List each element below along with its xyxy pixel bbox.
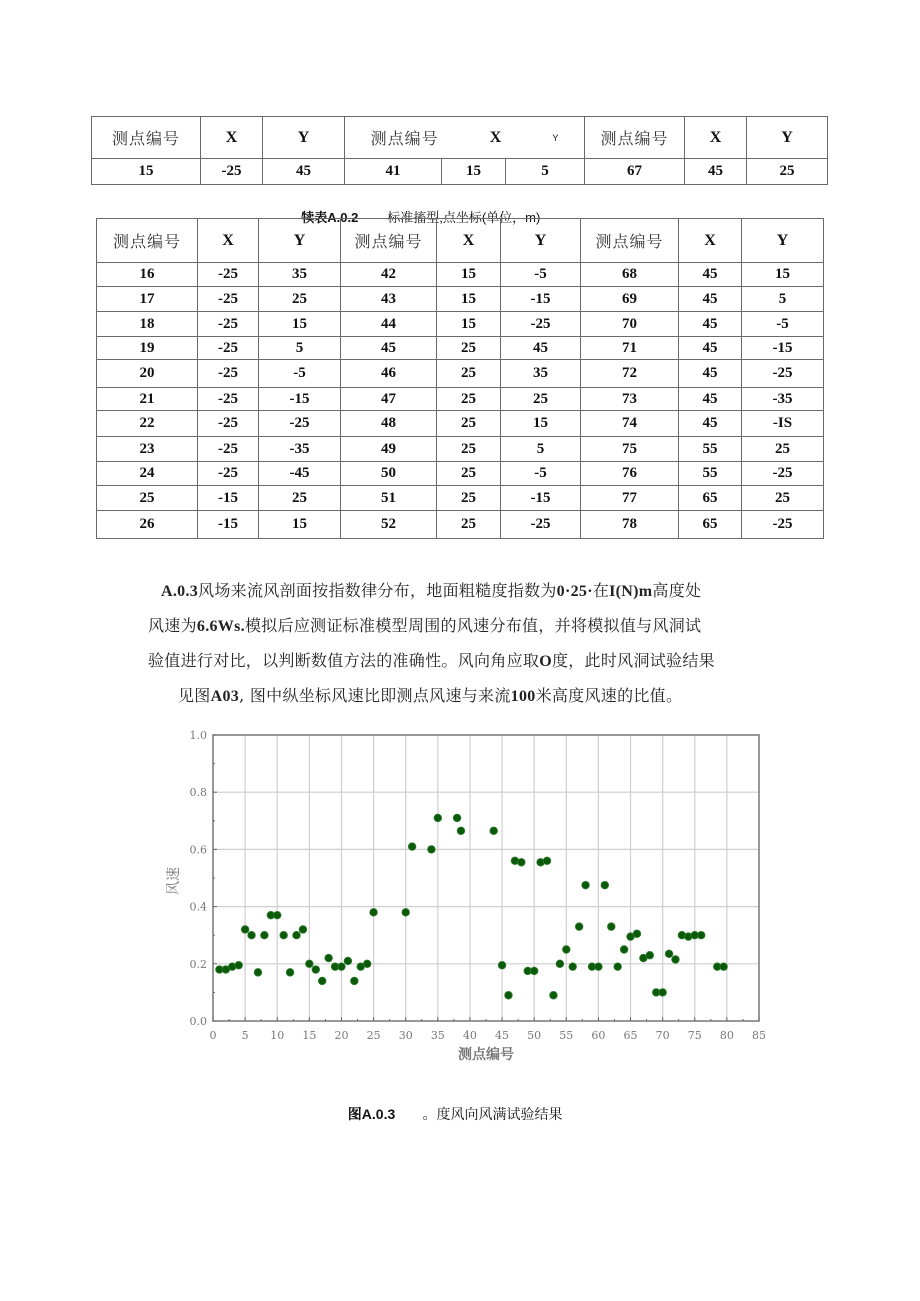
data-point: [575, 923, 583, 931]
data-point: [338, 963, 346, 971]
text-fragment: 米高度风速的比值。: [535, 686, 683, 705]
text-fragment: 模拟后应测证标准模型周围的风速分布值，并将模拟值与风洞试: [244, 616, 702, 635]
cell: 25: [437, 360, 501, 388]
data-point: [293, 931, 301, 939]
text-fragment: 度，此时风洞试验结果: [551, 651, 715, 670]
data-point: [325, 954, 333, 962]
x-tick-label: 85: [752, 1029, 766, 1042]
y-tick-label: 0.4: [189, 900, 207, 914]
cell: 45: [679, 360, 742, 388]
data-point: [370, 909, 378, 917]
cell: -5: [259, 360, 341, 388]
plot-area: [213, 735, 759, 1021]
cell: 45: [679, 287, 742, 312]
cell: 51: [341, 486, 437, 511]
data-point: [569, 963, 577, 971]
data-point: [428, 846, 436, 854]
cell: 15: [742, 263, 824, 287]
data-point: [562, 946, 570, 954]
data-point: [363, 960, 371, 968]
data-point: [518, 858, 526, 866]
x-tick-label: 80: [719, 1029, 734, 1042]
data-point: [344, 957, 352, 965]
figure-caption: [340, 1088, 562, 1124]
data-point: [633, 930, 641, 938]
cell: 16: [97, 263, 198, 287]
cell: 45: [679, 411, 742, 437]
text-fragment: 风场来流风剖面按指数律分布，地面粗糙度指数为: [198, 581, 557, 600]
cell: 70: [581, 312, 679, 337]
data-point: [235, 961, 243, 969]
cell: 25: [259, 287, 341, 312]
x-tick-label: 65: [623, 1029, 638, 1042]
cell: -5: [501, 462, 581, 486]
data-point: [273, 911, 281, 919]
cell: 25: [437, 486, 501, 511]
cell: -25: [742, 511, 824, 539]
cell: 65: [679, 511, 742, 539]
cell: 23: [97, 437, 198, 462]
cell: 25: [437, 411, 501, 437]
bold-fragment: A03: [210, 688, 240, 705]
cell: 25: [437, 388, 501, 411]
cell: -25: [198, 462, 259, 486]
cell: 25: [747, 159, 828, 185]
cell: 25: [742, 486, 824, 511]
bold-fragment: O: [539, 653, 552, 670]
cell: -25: [201, 159, 263, 185]
data-point: [306, 960, 314, 968]
table-row: [97, 437, 824, 462]
data-point: [457, 827, 465, 835]
cell: 15: [259, 312, 341, 337]
data-point: [620, 946, 628, 954]
text-fragment: , 图中纵坐标风速比即测点风速与来流: [239, 686, 511, 705]
header-cell: X: [198, 219, 259, 263]
cell: 49: [341, 437, 437, 462]
bold-fragment: 0·25·: [556, 583, 593, 600]
bold-fragment: 6.6Ws.: [196, 618, 245, 635]
data-point: [697, 931, 705, 939]
cell: -25: [259, 411, 341, 437]
cell: 15: [501, 411, 581, 437]
cell: 25: [259, 486, 341, 511]
cell: 5: [259, 337, 341, 360]
cell: -45: [259, 462, 341, 486]
cell: 76: [581, 462, 679, 486]
cell: 15: [437, 312, 501, 337]
header-label: X: [489, 128, 502, 146]
x-tick-label: 55: [559, 1029, 574, 1042]
y-tick-label: 0.0: [189, 1015, 207, 1028]
cell: 47: [341, 388, 437, 411]
cell: 25: [437, 511, 501, 539]
coordinate-table-main: [96, 218, 824, 539]
table-row: [97, 486, 824, 511]
data-point: [720, 963, 728, 971]
cell: 35: [259, 263, 341, 287]
cell: 77: [581, 486, 679, 511]
cell: 22: [97, 411, 198, 437]
data-point: [665, 950, 673, 958]
header-cell: X: [437, 219, 501, 263]
text-fragment: 高度处: [652, 581, 702, 600]
data-point: [254, 969, 262, 977]
cell: 5: [742, 287, 824, 312]
data-point: [286, 969, 294, 977]
cell: 17: [97, 287, 198, 312]
table-row: [97, 360, 824, 388]
data-point: [601, 881, 609, 889]
data-point: [248, 931, 256, 939]
data-point: [453, 814, 461, 822]
cell: 21: [97, 388, 198, 411]
paragraph-line: [178, 683, 682, 706]
cell: 15: [92, 159, 201, 185]
merged-header-cell: [345, 117, 585, 159]
data-point: [607, 923, 615, 931]
y-axis-label: 风速: [166, 867, 182, 895]
cell: -25: [501, 312, 581, 337]
x-tick-label: 35: [430, 1029, 445, 1042]
data-point: [659, 989, 667, 997]
bold-fragment: A.0.3: [161, 583, 199, 600]
cell: 26: [97, 511, 198, 539]
paragraph-line: [148, 613, 701, 636]
data-point: [595, 963, 603, 971]
text-fragment: 风速为: [148, 616, 197, 635]
data-point: [614, 963, 622, 971]
cell: 45: [263, 159, 345, 185]
cell: 55: [679, 462, 742, 486]
table-header-row: [92, 117, 828, 159]
cell: 42: [341, 263, 437, 287]
header-cell: 测点编号: [581, 219, 679, 263]
table-caption-title: 标准搐型,点坐标(单位，m): [387, 210, 541, 225]
cell: 48: [341, 411, 437, 437]
x-tick-label: 70: [655, 1029, 670, 1042]
cell: -25: [501, 511, 581, 539]
coordinate-table-top: [91, 116, 828, 185]
x-axis-label: 测点编号: [458, 1047, 514, 1063]
data-point: [280, 931, 288, 939]
cell: 25: [97, 486, 198, 511]
cell: -25: [742, 360, 824, 388]
figure-caption-title: 。度风向风满试验结果: [422, 1106, 563, 1122]
cell: 50: [341, 462, 437, 486]
cell: -15: [259, 388, 341, 411]
cell: 78: [581, 511, 679, 539]
cell: 15: [437, 287, 501, 312]
data-point: [556, 960, 564, 968]
cell: 25: [742, 437, 824, 462]
cell: 25: [437, 462, 501, 486]
cell: 15: [442, 159, 506, 185]
cell: 25: [437, 337, 501, 360]
text-fragment: 见图: [178, 686, 211, 705]
bold-fragment: I(N)m: [609, 583, 653, 600]
header-cell: X: [685, 117, 747, 159]
wind-speed-scatter-chart: [150, 720, 780, 1075]
table-row: [97, 411, 824, 437]
x-tick-label: 45: [495, 1029, 510, 1042]
y-tick-label: 0.2: [189, 957, 207, 971]
cell: 72: [581, 360, 679, 388]
figure-caption-label: 图A.0.3: [347, 1106, 396, 1122]
data-point: [543, 857, 551, 865]
x-tick-label: 75: [687, 1029, 702, 1042]
x-tick-label: 0: [209, 1029, 217, 1042]
cell: 75: [581, 437, 679, 462]
header-cell: X: [201, 117, 263, 159]
cell: 45: [679, 388, 742, 411]
cell: -15: [501, 486, 581, 511]
cell: 5: [501, 437, 581, 462]
cell: -25: [198, 388, 259, 411]
cell: 45: [679, 312, 742, 337]
x-tick-label: 40: [462, 1029, 477, 1042]
cell: 68: [581, 263, 679, 287]
cell: -15: [198, 486, 259, 511]
text-fragment: 验值进行对比，以判断数值方法的准确性。风向角应取: [148, 651, 540, 670]
cell: 67: [585, 159, 685, 185]
table-row: [97, 511, 824, 539]
table-header-row: [97, 219, 824, 263]
cell: 25: [437, 437, 501, 462]
cell: 52: [341, 511, 437, 539]
cell: 20: [97, 360, 198, 388]
cell: 25: [501, 388, 581, 411]
y-tick-label: 0.6: [189, 843, 207, 857]
cell: -25: [198, 337, 259, 360]
cell: 45: [341, 337, 437, 360]
cell: 46: [341, 360, 437, 388]
cell: -25: [198, 287, 259, 312]
cell: 55: [679, 437, 742, 462]
cell: -25: [742, 462, 824, 486]
cell: 5: [506, 159, 585, 185]
table-row: [97, 287, 824, 312]
data-point: [646, 951, 654, 959]
table-body: [97, 263, 824, 539]
table-row: [97, 388, 824, 411]
data-point: [582, 881, 590, 889]
data-point: [672, 956, 680, 964]
x-tick-label: 60: [591, 1029, 606, 1042]
cell: -5: [501, 263, 581, 287]
y-tick-label: 1.0: [189, 729, 207, 742]
table-caption-label: 犊表A.0.2: [301, 210, 359, 225]
cell: -25: [198, 360, 259, 388]
cell: -25: [198, 437, 259, 462]
data-point: [402, 909, 410, 917]
data-point: [351, 977, 359, 985]
cell: 43: [341, 287, 437, 312]
header-cell: 测点编号: [97, 219, 198, 263]
cell: 24: [97, 462, 198, 486]
cell: 41: [345, 159, 442, 185]
data-point: [505, 991, 513, 999]
x-tick-label: 50: [527, 1029, 542, 1042]
header-cell: Y: [747, 117, 828, 159]
table-row: [92, 159, 828, 185]
bold-fragment: 100: [510, 688, 536, 705]
paragraph-line: [148, 648, 715, 671]
cell: 15: [437, 263, 501, 287]
table-row: [97, 337, 824, 360]
header-cell: Y: [742, 219, 824, 263]
header-label: Y: [552, 132, 559, 143]
cell: 45: [685, 159, 747, 185]
cell: -15: [501, 287, 581, 312]
x-tick-label: 20: [334, 1029, 349, 1042]
cell: 19: [97, 337, 198, 360]
cell: 35: [501, 360, 581, 388]
x-tick-label: 25: [366, 1029, 381, 1042]
cell: 15: [259, 511, 341, 539]
data-point: [530, 967, 538, 975]
x-tick-label: 30: [398, 1029, 413, 1042]
data-point: [408, 843, 416, 851]
data-point: [550, 991, 558, 999]
header-cell: 测点编号: [341, 219, 437, 263]
table-row: [97, 462, 824, 486]
paragraph-line: [161, 578, 701, 601]
cell: 44: [341, 312, 437, 337]
header-cell: 测点编号: [585, 117, 685, 159]
data-point: [318, 977, 326, 985]
cell: -35: [742, 388, 824, 411]
header-cell: Y: [259, 219, 341, 263]
x-tick-label: 5: [241, 1029, 249, 1042]
header-label: 测点编号: [370, 129, 439, 148]
cell: 45: [679, 263, 742, 287]
cell: 65: [679, 486, 742, 511]
x-tick-label: 15: [302, 1029, 317, 1042]
cell: 45: [501, 337, 581, 360]
cell: -IS: [742, 411, 824, 437]
cell: 73: [581, 388, 679, 411]
table-row: [97, 312, 824, 337]
cell: -15: [198, 511, 259, 539]
data-point: [261, 931, 269, 939]
cell: -5: [742, 312, 824, 337]
data-point: [490, 827, 498, 835]
cell: 45: [679, 337, 742, 360]
cell: -25: [198, 312, 259, 337]
cell: -35: [259, 437, 341, 462]
header-cell: Y: [501, 219, 581, 263]
data-point: [498, 961, 506, 969]
table-row: [97, 263, 824, 287]
header-cell: Y: [263, 117, 345, 159]
cell: -15: [742, 337, 824, 360]
text-fragment: 在: [592, 581, 610, 600]
cell: -25: [198, 263, 259, 287]
data-point: [434, 814, 442, 822]
header-cell: 测点编号: [92, 117, 201, 159]
data-point: [299, 926, 307, 934]
y-tick-label: 0.8: [189, 786, 207, 800]
header-cell: X: [679, 219, 742, 263]
cell: -25: [198, 411, 259, 437]
cell: 69: [581, 287, 679, 312]
cell: 71: [581, 337, 679, 360]
cell: 74: [581, 411, 679, 437]
x-tick-label: 10: [270, 1029, 285, 1042]
data-point: [312, 966, 320, 974]
data-point: [241, 926, 249, 934]
cell: 18: [97, 312, 198, 337]
